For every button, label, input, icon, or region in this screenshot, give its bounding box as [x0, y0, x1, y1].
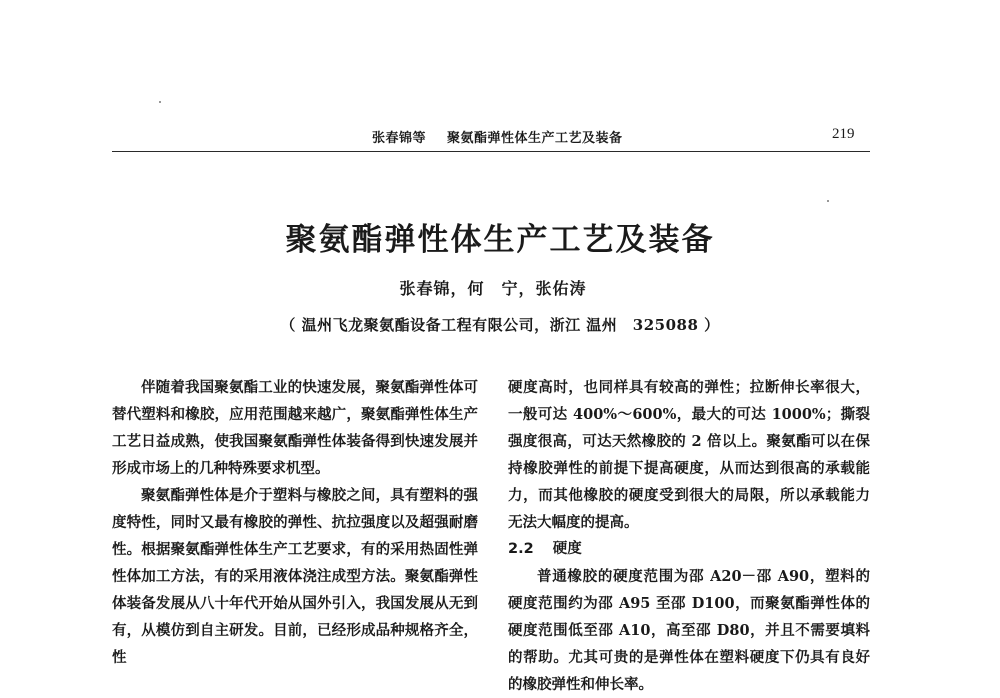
running-head — [372, 127, 623, 146]
article-title: 聚氨酯弹性体生产工艺及装备 — [285, 222, 715, 258]
paragraph: 聚氨酯弹性体是介于塑料与橡胶之间，具有塑料的强度特性，同时又最有橡胶的弹性、抗拉强度以及超强耐磨性。根据聚氨酯弹性体生产工艺要求，有的采用热固性弹性体加工方法，有的采用液体浇注成型方法。聚氨酯弹性体装备发展从八十年代开始从国外引入，我国发展从无到有，从模仿到自主研发。目前，已经形成品种规格齐全，性 — [112, 487, 478, 666]
body-column-left — [112, 374, 478, 671]
article-affiliation: （ 温州飞龙聚氨酯设备工程有限公司，浙江 温州 325088 ） — [280, 316, 720, 334]
paragraph: 普通橡胶的硬度范围为邵 A20－邵 A90，塑料的硬度范围约为邵 A95 至邵 D100，而聚氨酯弹性体的硬度范围低至邵 A10，高至邵 D80，并且不需要填料的帮助。尤其可贵的是弹性体在塑料硬度下仍具有良好的橡胶弹性和伸长率。 — [508, 568, 870, 693]
paragraph: 硬度高时，也同样具有较高的弹性；拉断伸长率很大，一般可达 400%～600%，最大的可达 1000%；撕裂强度很高，可达天然橡胶的 2 倍以上。聚氨酯可以在保持橡胶弹性的前提下提高硬度，从而达到很高的承载能力，而其他橡胶的硬度受到很大的局限，所以承载能力无法大幅度的提高。 — [508, 379, 870, 531]
paragraph: 伴随着我国聚氨酯工业的快速发展，聚氨酯弹性体可替代塑料和橡胶，应用范围越来越广，聚氨酯弹性体生产工艺日益成熟，使我国聚氨酯弹性体装备得到快速发展并形成市场上的几种特殊要求机型。 — [112, 379, 478, 477]
scan-speck — [159, 101, 161, 103]
running-head-title: 聚氨酯弹性体生产工艺及装备 — [447, 131, 623, 146]
running-head-authors: 张春锦等 — [372, 131, 427, 146]
page-number: 219 — [832, 126, 855, 142]
section-heading — [508, 536, 870, 563]
article-authors: 张春锦，何 宁，张佑涛 — [399, 279, 587, 298]
header-rule — [112, 151, 870, 152]
section-title: 硬度 — [552, 541, 582, 557]
scan-speck — [827, 200, 829, 202]
section-number: 2.2 — [508, 541, 534, 557]
body-column-right — [508, 374, 870, 698]
